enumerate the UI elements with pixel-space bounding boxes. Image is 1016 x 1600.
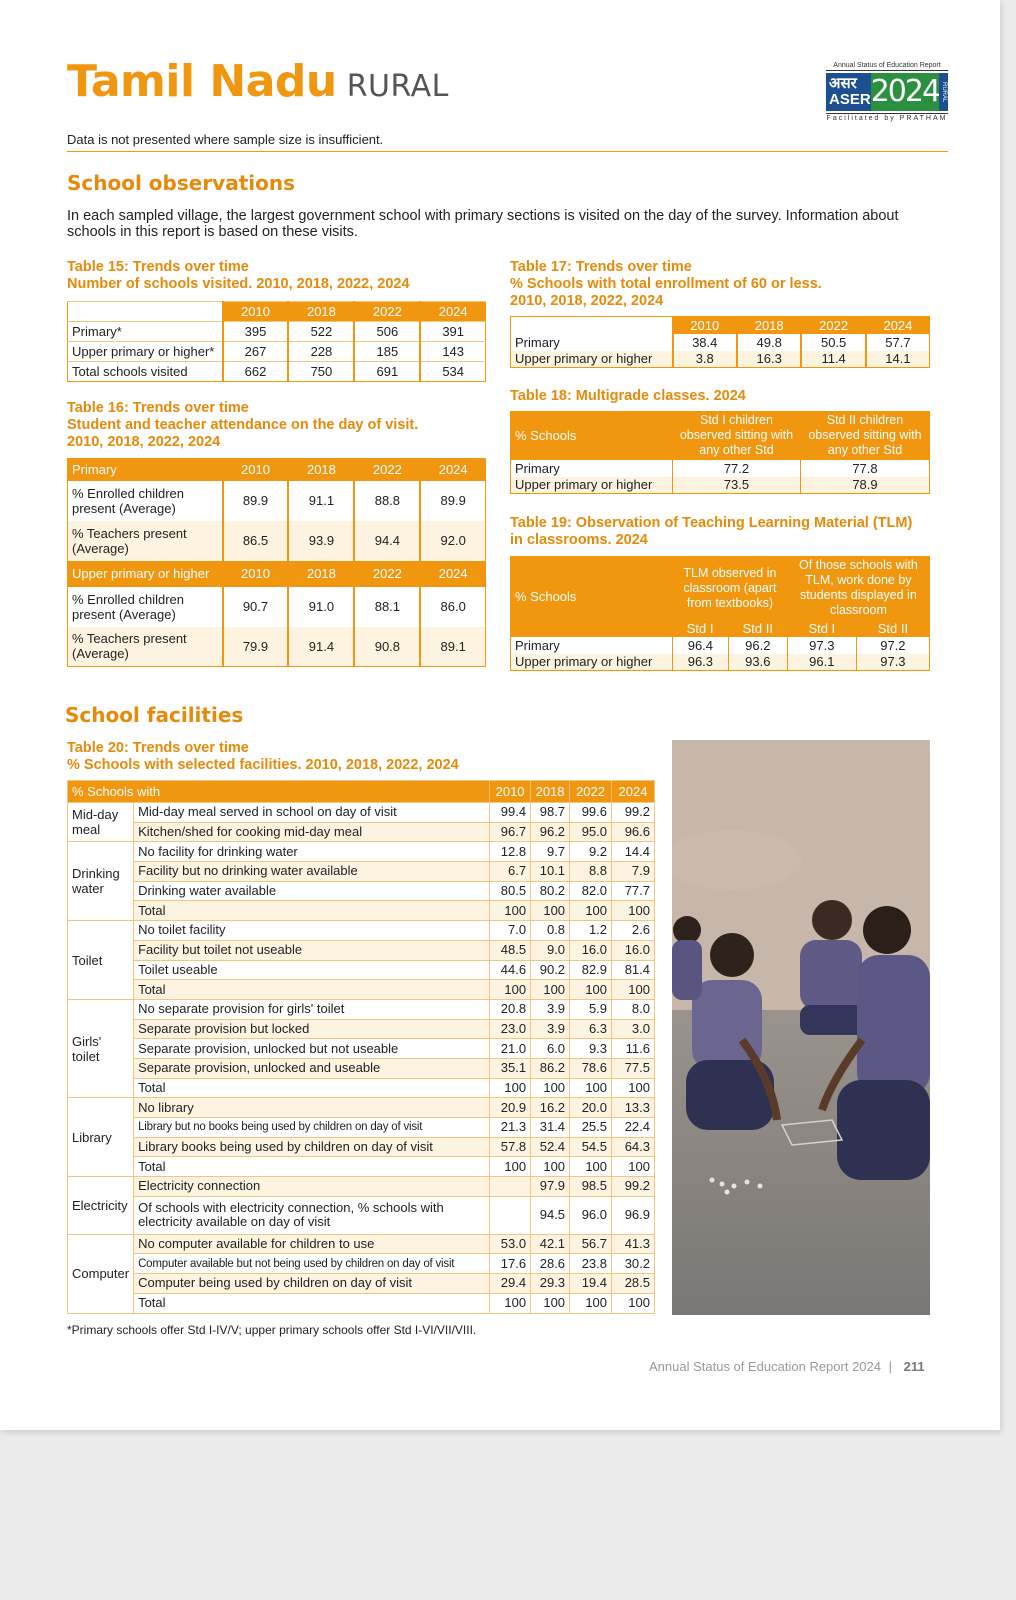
table-cell: 3.9 xyxy=(531,1019,570,1039)
table-cell: 100 xyxy=(570,980,612,1000)
table-cell: 77.7 xyxy=(612,881,655,901)
table19-caption: Table 19: Observation of Teaching Learning Material (TLM) in classrooms. 2024 xyxy=(510,515,913,548)
table-cell: 52.4 xyxy=(531,1137,570,1157)
facility-row-label: Separate provision, unlocked and useable xyxy=(134,1058,490,1078)
table-cell: 19.4 xyxy=(570,1274,612,1294)
facility-row-label: No facility for drinking water xyxy=(134,842,490,862)
table-row xyxy=(68,803,655,823)
table-cell: 13.3 xyxy=(612,1098,655,1118)
section-heading-observations: School observations xyxy=(67,171,296,195)
facility-row-label: Total xyxy=(134,980,490,1000)
table-row xyxy=(68,842,655,862)
table-row xyxy=(68,901,655,921)
table-cell: 35.1 xyxy=(490,1058,531,1078)
table-cell: 99.2 xyxy=(612,1177,655,1197)
table16-caption: Table 16: Trends over time Student and teacher attendance on the day of visit. 2010, 2018, 2022, 2024 xyxy=(67,400,419,450)
table-cell: 3.0 xyxy=(612,1019,655,1039)
table-cell: 10.1 xyxy=(531,862,570,882)
table-row xyxy=(68,1098,655,1118)
group-header: Upper primary or higher xyxy=(68,561,223,587)
facility-row-label: Separate provision, unlocked but not useable xyxy=(134,1039,490,1059)
table-cell: 25.5 xyxy=(570,1118,612,1138)
table-row: % Enrolled children present (Average) 90.7 91.0 88.1 86.0 xyxy=(68,587,486,627)
facility-row-label: Drinking water available xyxy=(134,881,490,901)
page-number: 211 xyxy=(903,1359,925,1374)
table-cell: 53.0 xyxy=(490,1234,531,1254)
facility-group-label: Girls' toilet xyxy=(68,999,134,1097)
table-cell: 9.3 xyxy=(570,1039,612,1059)
table-row xyxy=(68,1019,655,1039)
table-row xyxy=(68,980,655,1000)
facility-group-label: Mid-day meal xyxy=(68,803,134,842)
table-cell: 30.2 xyxy=(612,1254,655,1274)
table-cell: 28.5 xyxy=(612,1274,655,1294)
table-cell: 100 xyxy=(490,901,531,921)
table16: Primary 2010 2018 2022 2024 % Enrolled children present (Average) 89.9 91.1 88.8 89.9 % Teachers present (Average) 86.5 93.9 94.4 92.0 Upper primary or higher 2010 2018 2022 2024 % Enrolled children present (Average) 90.7 91.0 88.1 86.0 % Teachers present (Average) 79.9 91.4 90.8 89.1 xyxy=(67,458,486,667)
table-row xyxy=(68,1177,655,1197)
table-cell: 64.3 xyxy=(612,1137,655,1157)
table-cell: 100 xyxy=(612,1157,655,1177)
table-cell: 100 xyxy=(490,1078,531,1098)
children-classroom-photo xyxy=(672,740,930,1315)
table-cell: 5.9 xyxy=(570,999,612,1019)
table-row xyxy=(68,862,655,882)
table-cell: 98.7 xyxy=(531,803,570,823)
table-cell: 41.3 xyxy=(612,1234,655,1254)
facility-group-label: Electricity xyxy=(68,1177,134,1235)
table-row xyxy=(68,1157,655,1177)
table-cell: 82.0 xyxy=(570,881,612,901)
logo-hindi: असर xyxy=(829,75,857,92)
facility-row-label: Computer being used by children on day of visit xyxy=(134,1274,490,1294)
table-cell: 2.6 xyxy=(612,921,655,941)
table20-caption: Table 20: Trends over time % Schools with selected facilities. 2010, 2018, 2022, 2024 xyxy=(67,740,459,773)
table-cell: 16.0 xyxy=(612,940,655,960)
table-cell: 44.6 xyxy=(490,960,531,980)
table-cell: 16.0 xyxy=(570,940,612,960)
table-cell: 77.5 xyxy=(612,1058,655,1078)
table-header: 2024 xyxy=(420,302,485,322)
table-cell: 100 xyxy=(490,1157,531,1177)
page-subtitle: RURAL xyxy=(346,69,449,104)
table-cell: 6.3 xyxy=(570,1019,612,1039)
table20: % Schools with 2010 2018 2022 2024 Mid-day meal Mid-day meal served in school on day of visit 99.4 98.7 99.6 99.2 Kitchen/shed for cooking mid-day meal 96.7 96.2 95.0 96.6 Drinking water No facility for drinking water 12.8 9.7 9.2 14.4 Facility but no drinking water available 6.7 10.1 8.8 7.9 Drinking water available 80.5 80.2 82.0 77.7 Total 100 100 100 100 Toilet No toilet facility 7.0 0.8 1.2 2.6 Facility but toilet not useable 48.5 9.0 16.0 16.0 Toilet useable 44.6 90.2 82.9 81.4 Total 100 100 100 100 Girls' toilet No separate provision for girls' toilet 20.8 3.9 5.9 8.0 Separate provision but locked 23.0 3.9 6.3 3.0 Separate provision, unlocked but not useable 21.0 6.0 9.3 11.6 Separate provision, unlocked and useable 35.1 86.2 78.6 77.5 Total 100 100 100 100 Library No library 20.9 16.2 20.0 13.3 Library but no books being used by children on day of visit 21.3 31.4 25.5 22.4 Library books being used by children on day of visit 57.8 52.4 54.5 64.3 Total 100 100 100 100 Electricity Electricity connection 97.9 98.5 99.2 Of schools with electricity connection, % schools with electricity available on day of visit 94.5 96.0 96.9 Computer No computer available for children to use 53.0 42.1 56.7 41.3 Computer available but not being used by children on day of visit 17.6 28.6 23.8 30.2 Computer being used by children on day of visit 29.4 29.3 19.4 28.5 Total 100 100 100 100 xyxy=(67,780,655,1314)
logo-year: 2024 xyxy=(870,74,940,109)
facility-row-label: No toilet facility xyxy=(134,921,490,941)
table-cell: 100 xyxy=(570,901,612,921)
table-cell: 100 xyxy=(570,1078,612,1098)
table-cell: 48.5 xyxy=(490,940,531,960)
table-cell: 21.3 xyxy=(490,1118,531,1138)
table17: 2010 2018 2022 2024 Primary 38.4 49.8 50.5 57.7 Upper primary or higher 3.8 16.3 11.4 14.1 xyxy=(510,316,930,368)
table-row: Upper primary or higher 73.5 78.9 xyxy=(511,477,930,494)
table-cell: 95.0 xyxy=(570,822,612,842)
table-cell: 100 xyxy=(531,901,570,921)
facility-row-label: No computer available for children to use xyxy=(134,1234,490,1254)
table-cell: 6.7 xyxy=(490,862,531,882)
table-cell: 80.2 xyxy=(531,881,570,901)
table18: % Schools Std I children observed sitting with any other Std Std II children observed sitting with any other Std Primary 77.2 77.8 Upper primary or higher 73.5 78.9 xyxy=(510,411,930,494)
table-row xyxy=(68,881,655,901)
facility-row-label: Kitchen/shed for cooking mid-day meal xyxy=(134,822,490,842)
table-row xyxy=(68,1137,655,1157)
table-cell: 11.6 xyxy=(612,1039,655,1059)
table-cell: 100 xyxy=(612,901,655,921)
table15 xyxy=(67,301,486,382)
table-cell: 42.1 xyxy=(531,1234,570,1254)
facility-group-label: Drinking water xyxy=(68,842,134,921)
page-footer xyxy=(649,1359,925,1374)
group-header: Primary xyxy=(68,459,223,481)
table-row: Primary 96.4 96.2 97.3 97.2 xyxy=(511,637,930,654)
table-row xyxy=(68,1234,655,1254)
table-row xyxy=(68,1274,655,1294)
table-cell: 28.6 xyxy=(531,1254,570,1274)
table-row: Upper primary or higher 3.8 16.3 11.4 14.1 xyxy=(511,351,930,368)
table-row xyxy=(68,1058,655,1078)
logo-top-text: Annual Status of Education Report xyxy=(826,62,948,71)
facility-row-label: Computer available but not being used by children on day of visit xyxy=(134,1254,490,1274)
table-cell: 100 xyxy=(531,1293,570,1313)
table-cell: 23.0 xyxy=(490,1019,531,1039)
table-cell: 20.0 xyxy=(570,1098,612,1118)
table-row xyxy=(68,1078,655,1098)
facility-row-label: Library but no books being used by children on day of visit xyxy=(134,1118,490,1138)
table18-caption: Table 18: Multigrade classes. 2024 xyxy=(510,388,746,404)
table-row: % Teachers present (Average) 79.9 91.4 90.8 89.1 xyxy=(68,627,486,667)
table-row: Primary* 395 522 506 391 xyxy=(68,322,486,342)
table-cell: 100 xyxy=(612,1293,655,1313)
facility-row-label: Total xyxy=(134,1078,490,1098)
table-cell: 96.7 xyxy=(490,822,531,842)
table-cell: 20.9 xyxy=(490,1098,531,1118)
table-row xyxy=(68,1039,655,1059)
table-cell xyxy=(490,1196,531,1234)
table-cell: 9.0 xyxy=(531,940,570,960)
table-cell: 99.2 xyxy=(612,803,655,823)
table19: % Schools TLM observed in classroom (apart from textbooks) Of those schools with TLM, work done by students displayed in classroom Std I Std II Std I Std II Primary 96.4 96.2 97.3 97.2 Upper primary or higher 96.3 93.6 96.1 97.3 xyxy=(510,556,930,671)
table-cell: 96.6 xyxy=(612,822,655,842)
facility-row-label: Total xyxy=(134,901,490,921)
table-cell: 22.4 xyxy=(612,1118,655,1138)
table-cell: 100 xyxy=(570,1293,612,1313)
table-cell: 99.4 xyxy=(490,803,531,823)
table-row: Primary 77.2 77.8 xyxy=(511,460,930,477)
table-cell: 12.8 xyxy=(490,842,531,862)
table-cell: 56.7 xyxy=(570,1234,612,1254)
table-cell: 0.8 xyxy=(531,921,570,941)
facility-row-label: No library xyxy=(134,1098,490,1118)
table-cell: 9.2 xyxy=(570,842,612,862)
footer-separator: | xyxy=(888,1359,893,1374)
table-row: Upper primary or higher* 267 228 185 143 xyxy=(68,342,486,362)
facility-row-label: Separate provision but locked xyxy=(134,1019,490,1039)
table-cell: 97.9 xyxy=(531,1177,570,1197)
section-heading-facilities: School facilities xyxy=(65,703,244,727)
table15-caption: Table 15: Trends over time Number of schools visited. 2010, 2018, 2022, 2024 xyxy=(67,259,410,292)
table-cell: 1.2 xyxy=(570,921,612,941)
facility-row-label: No separate provision for girls' toilet xyxy=(134,999,490,1019)
table-row xyxy=(68,1118,655,1138)
table-cell: 3.9 xyxy=(531,999,570,1019)
header-divider xyxy=(67,151,948,152)
table-cell: 7.9 xyxy=(612,862,655,882)
facility-row-label: Library books being used by children on day of visit xyxy=(134,1137,490,1157)
table-cell: 94.5 xyxy=(531,1196,570,1234)
table-cell: 7.0 xyxy=(490,921,531,941)
table-row xyxy=(68,1293,655,1313)
sample-size-note: Data is not presented where sample size is insufficient. xyxy=(67,132,384,147)
table-row: % Teachers present (Average) 86.5 93.9 94.4 92.0 xyxy=(68,521,486,561)
table-cell: 100 xyxy=(570,1157,612,1177)
table-row: % Enrolled children present (Average) 89.9 91.1 88.8 89.9 xyxy=(68,481,486,521)
table-cell: 57.8 xyxy=(490,1137,531,1157)
table-cell: 86.2 xyxy=(531,1058,570,1078)
table-cell: 29.4 xyxy=(490,1274,531,1294)
table-cell: 100 xyxy=(531,980,570,1000)
table-cell: 14.4 xyxy=(612,842,655,862)
footer-text: Annual Status of Education Report 2024 xyxy=(649,1359,881,1374)
table-cell: 20.8 xyxy=(490,999,531,1019)
table-cell: 78.6 xyxy=(570,1058,612,1078)
table-cell: 17.6 xyxy=(490,1254,531,1274)
intro-paragraph: In each sampled village, the largest government school with primary sections is visited on the day of the survey. Information about schools in this report is based on these visits. xyxy=(67,208,899,240)
table-cell: 100 xyxy=(612,1078,655,1098)
table-cell: 82.9 xyxy=(570,960,612,980)
facility-row-label: Facility but no drinking water available xyxy=(134,862,490,882)
facility-group-label: Library xyxy=(68,1098,134,1177)
table-cell xyxy=(490,1177,531,1197)
table-row: Total schools visited 662 750 691 534 xyxy=(68,362,486,382)
table-cell: 23.8 xyxy=(570,1254,612,1274)
table-cell: 9.7 xyxy=(531,842,570,862)
facility-row-label: Mid-day meal served in school on day of visit xyxy=(134,803,490,823)
table-row: Upper primary or higher 96.3 93.6 96.1 97.3 xyxy=(511,654,930,671)
facility-row-label: Facility but toilet not useable xyxy=(134,940,490,960)
table-cell: 8.8 xyxy=(570,862,612,882)
table20-footnote: *Primary schools offer Std I-IV/V; upper primary schools offer Std I-VI/VII/VIII. xyxy=(67,1323,477,1337)
table-cell: 90.2 xyxy=(531,960,570,980)
table-cell: 100 xyxy=(612,980,655,1000)
table-header: 2010 xyxy=(223,302,289,322)
table-header: 2018 xyxy=(288,302,354,322)
page-title: Tamil Nadu RURAL xyxy=(67,56,449,107)
aser-logo xyxy=(826,62,948,124)
table-header: 2022 xyxy=(354,302,420,322)
table-row xyxy=(68,1196,655,1234)
table-cell: 31.4 xyxy=(531,1118,570,1138)
logo-bottom-text: Facilitated by PRATHAM xyxy=(826,115,948,122)
table-row xyxy=(68,960,655,980)
table-cell: 100 xyxy=(531,1157,570,1177)
table-cell: 96.2 xyxy=(531,822,570,842)
facility-row-label: Electricity connection xyxy=(134,1177,490,1197)
logo-side-text: RURAL xyxy=(939,73,948,111)
facility-row-label: Toilet useable xyxy=(134,960,490,980)
facility-row-label: Total xyxy=(134,1293,490,1313)
table-cell: 21.0 xyxy=(490,1039,531,1059)
table-cell: 100 xyxy=(490,1293,531,1313)
table17-caption: Table 17: Trends over time % Schools with total enrollment of 60 or less. 2010, 2018, 2022, 2024 xyxy=(510,259,822,309)
table-cell: 98.5 xyxy=(570,1177,612,1197)
logo-aser: ASER xyxy=(829,91,871,108)
facility-group-label: Toilet xyxy=(68,921,134,1000)
table-cell: 81.4 xyxy=(612,960,655,980)
table-row xyxy=(68,940,655,960)
table-cell: 100 xyxy=(490,980,531,1000)
table-row xyxy=(68,999,655,1019)
table-cell: 96.9 xyxy=(612,1196,655,1234)
table-cell: 54.5 xyxy=(570,1137,612,1157)
table-cell: 6.0 xyxy=(531,1039,570,1059)
table-cell: 80.5 xyxy=(490,881,531,901)
table-row xyxy=(68,822,655,842)
table-cell: 16.2 xyxy=(531,1098,570,1118)
table-row xyxy=(68,921,655,941)
table-cell: 8.0 xyxy=(612,999,655,1019)
table-cell: 29.3 xyxy=(531,1274,570,1294)
table-row xyxy=(68,1254,655,1274)
table-cell: 99.6 xyxy=(570,803,612,823)
facility-row-label: Total xyxy=(134,1157,490,1177)
facility-group-label: Computer xyxy=(68,1234,134,1313)
table-cell: 100 xyxy=(531,1078,570,1098)
table-cell: 96.0 xyxy=(570,1196,612,1234)
table-row: Primary 38.4 49.8 50.5 57.7 xyxy=(511,334,930,351)
facility-row-label: Of schools with electricity connection, % schools with electricity available on day of visit xyxy=(134,1196,490,1234)
